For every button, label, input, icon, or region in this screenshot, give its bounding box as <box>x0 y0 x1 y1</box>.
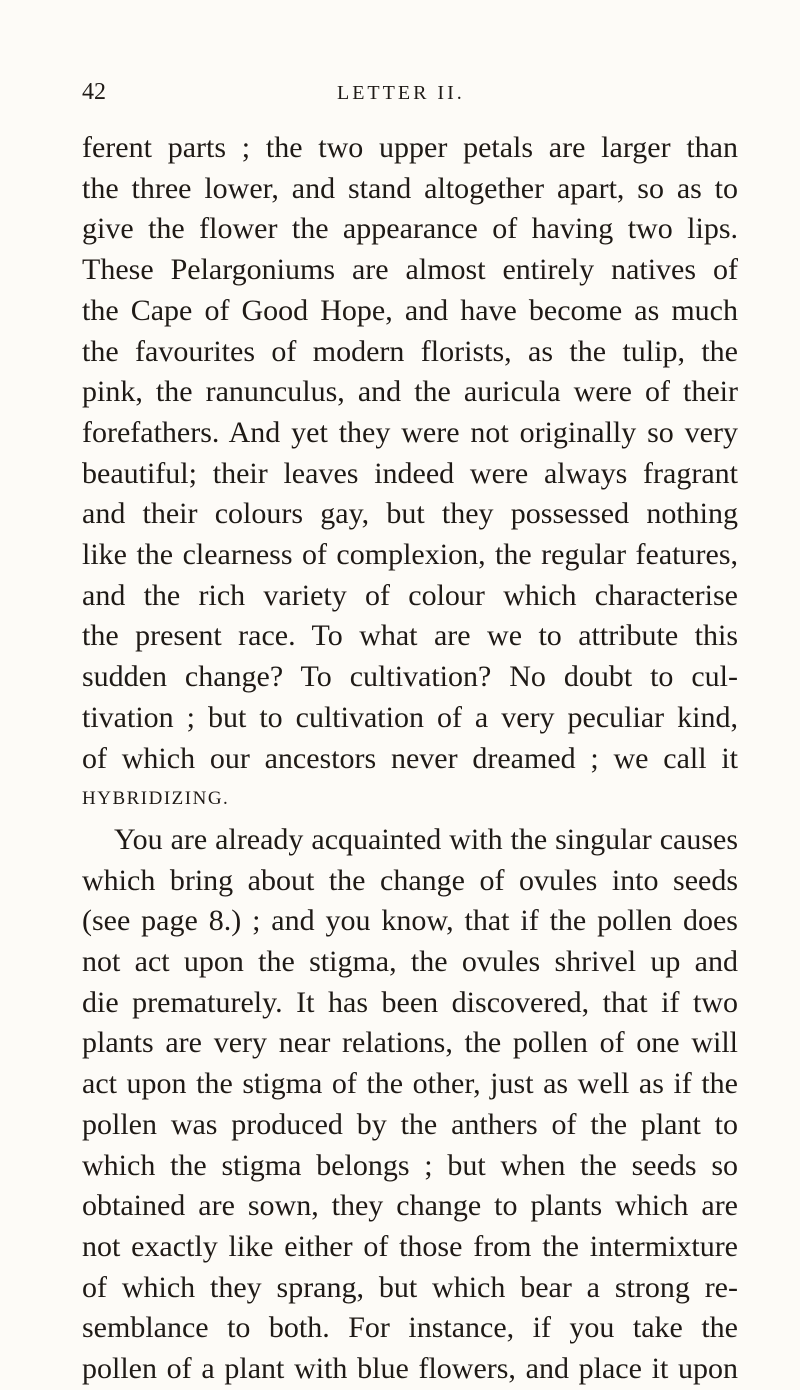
text-line: die prematurely. It has been discovered, that if two <box>82 985 738 1019</box>
text-line: pollen was produced by the anthers of the plant to <box>82 1107 738 1141</box>
text-line: the Cape of Good Hope, and have become as much <box>82 293 738 327</box>
text-line: which the stigma belongs ; but when the seeds so <box>82 1148 738 1182</box>
text-line: and their colours gay, but they possessed nothing <box>82 497 738 531</box>
paragraph-first-line: You are already acquainted with the singular causes <box>114 822 738 856</box>
page-number: 42 <box>82 79 106 105</box>
text-line: the three lower, and stand altogether apart, so as to <box>82 171 738 205</box>
text-line: sudden change? To cultivation? No doubt to cul- <box>82 660 738 694</box>
text-line: pollen of a plant with blue flowers, and place it upon <box>82 1352 738 1386</box>
text-line: of which our ancestors never dreamed ; we call it <box>82 741 738 775</box>
section-term: HYBRIDIZING. <box>82 788 230 810</box>
text-line: act upon the stigma of the other, just as well as if the <box>82 1067 738 1101</box>
text-line: which bring about the change of ovules into seeds <box>82 863 738 897</box>
text-line: beautiful; their leaves indeed were always fragrant <box>82 456 738 490</box>
body-text <box>82 128 738 1390</box>
text-line: These Pelargoniums are almost entirely natives of <box>82 253 738 287</box>
text-line: semblance to both. For instance, if you take the <box>82 1311 738 1345</box>
text-line: not act upon the stigma, the ovules shrivel up and <box>82 945 738 979</box>
text-line: (see page 8.) ; and you know, that if the pollen does <box>82 904 738 938</box>
text-line: like the clearness of complexion, the regular features, <box>82 538 738 572</box>
page-header <box>82 78 738 110</box>
text-line: ferent parts ; the two upper petals are larger than <box>82 131 738 164</box>
text-line: pink, the ranunculus, and the auricula were of their <box>82 375 738 409</box>
text-line: give the flower the appearance of having two lips. <box>82 212 738 246</box>
text-line: tivation ; but to cultivation of a very peculiar kind, <box>82 700 738 734</box>
text-line: forefathers. And yet they were not originally so very <box>82 415 738 449</box>
running-head: LETTER II. <box>337 82 465 104</box>
text-line: and the rich variety of colour which characterise <box>82 578 738 612</box>
text-line: of which they sprang, but which bear a strong re- <box>82 1270 738 1304</box>
text-line: the present race. To what are we to attribute this <box>82 619 738 653</box>
text-line: the favourites of modern florists, as the tulip, the <box>82 334 738 368</box>
text-line: not exactly like either of those from the intermixture <box>82 1229 738 1263</box>
text-line: obtained are sown, they change to plants which are <box>82 1189 738 1223</box>
text-line: plants are very near relations, the pollen of one will <box>82 1026 738 1060</box>
